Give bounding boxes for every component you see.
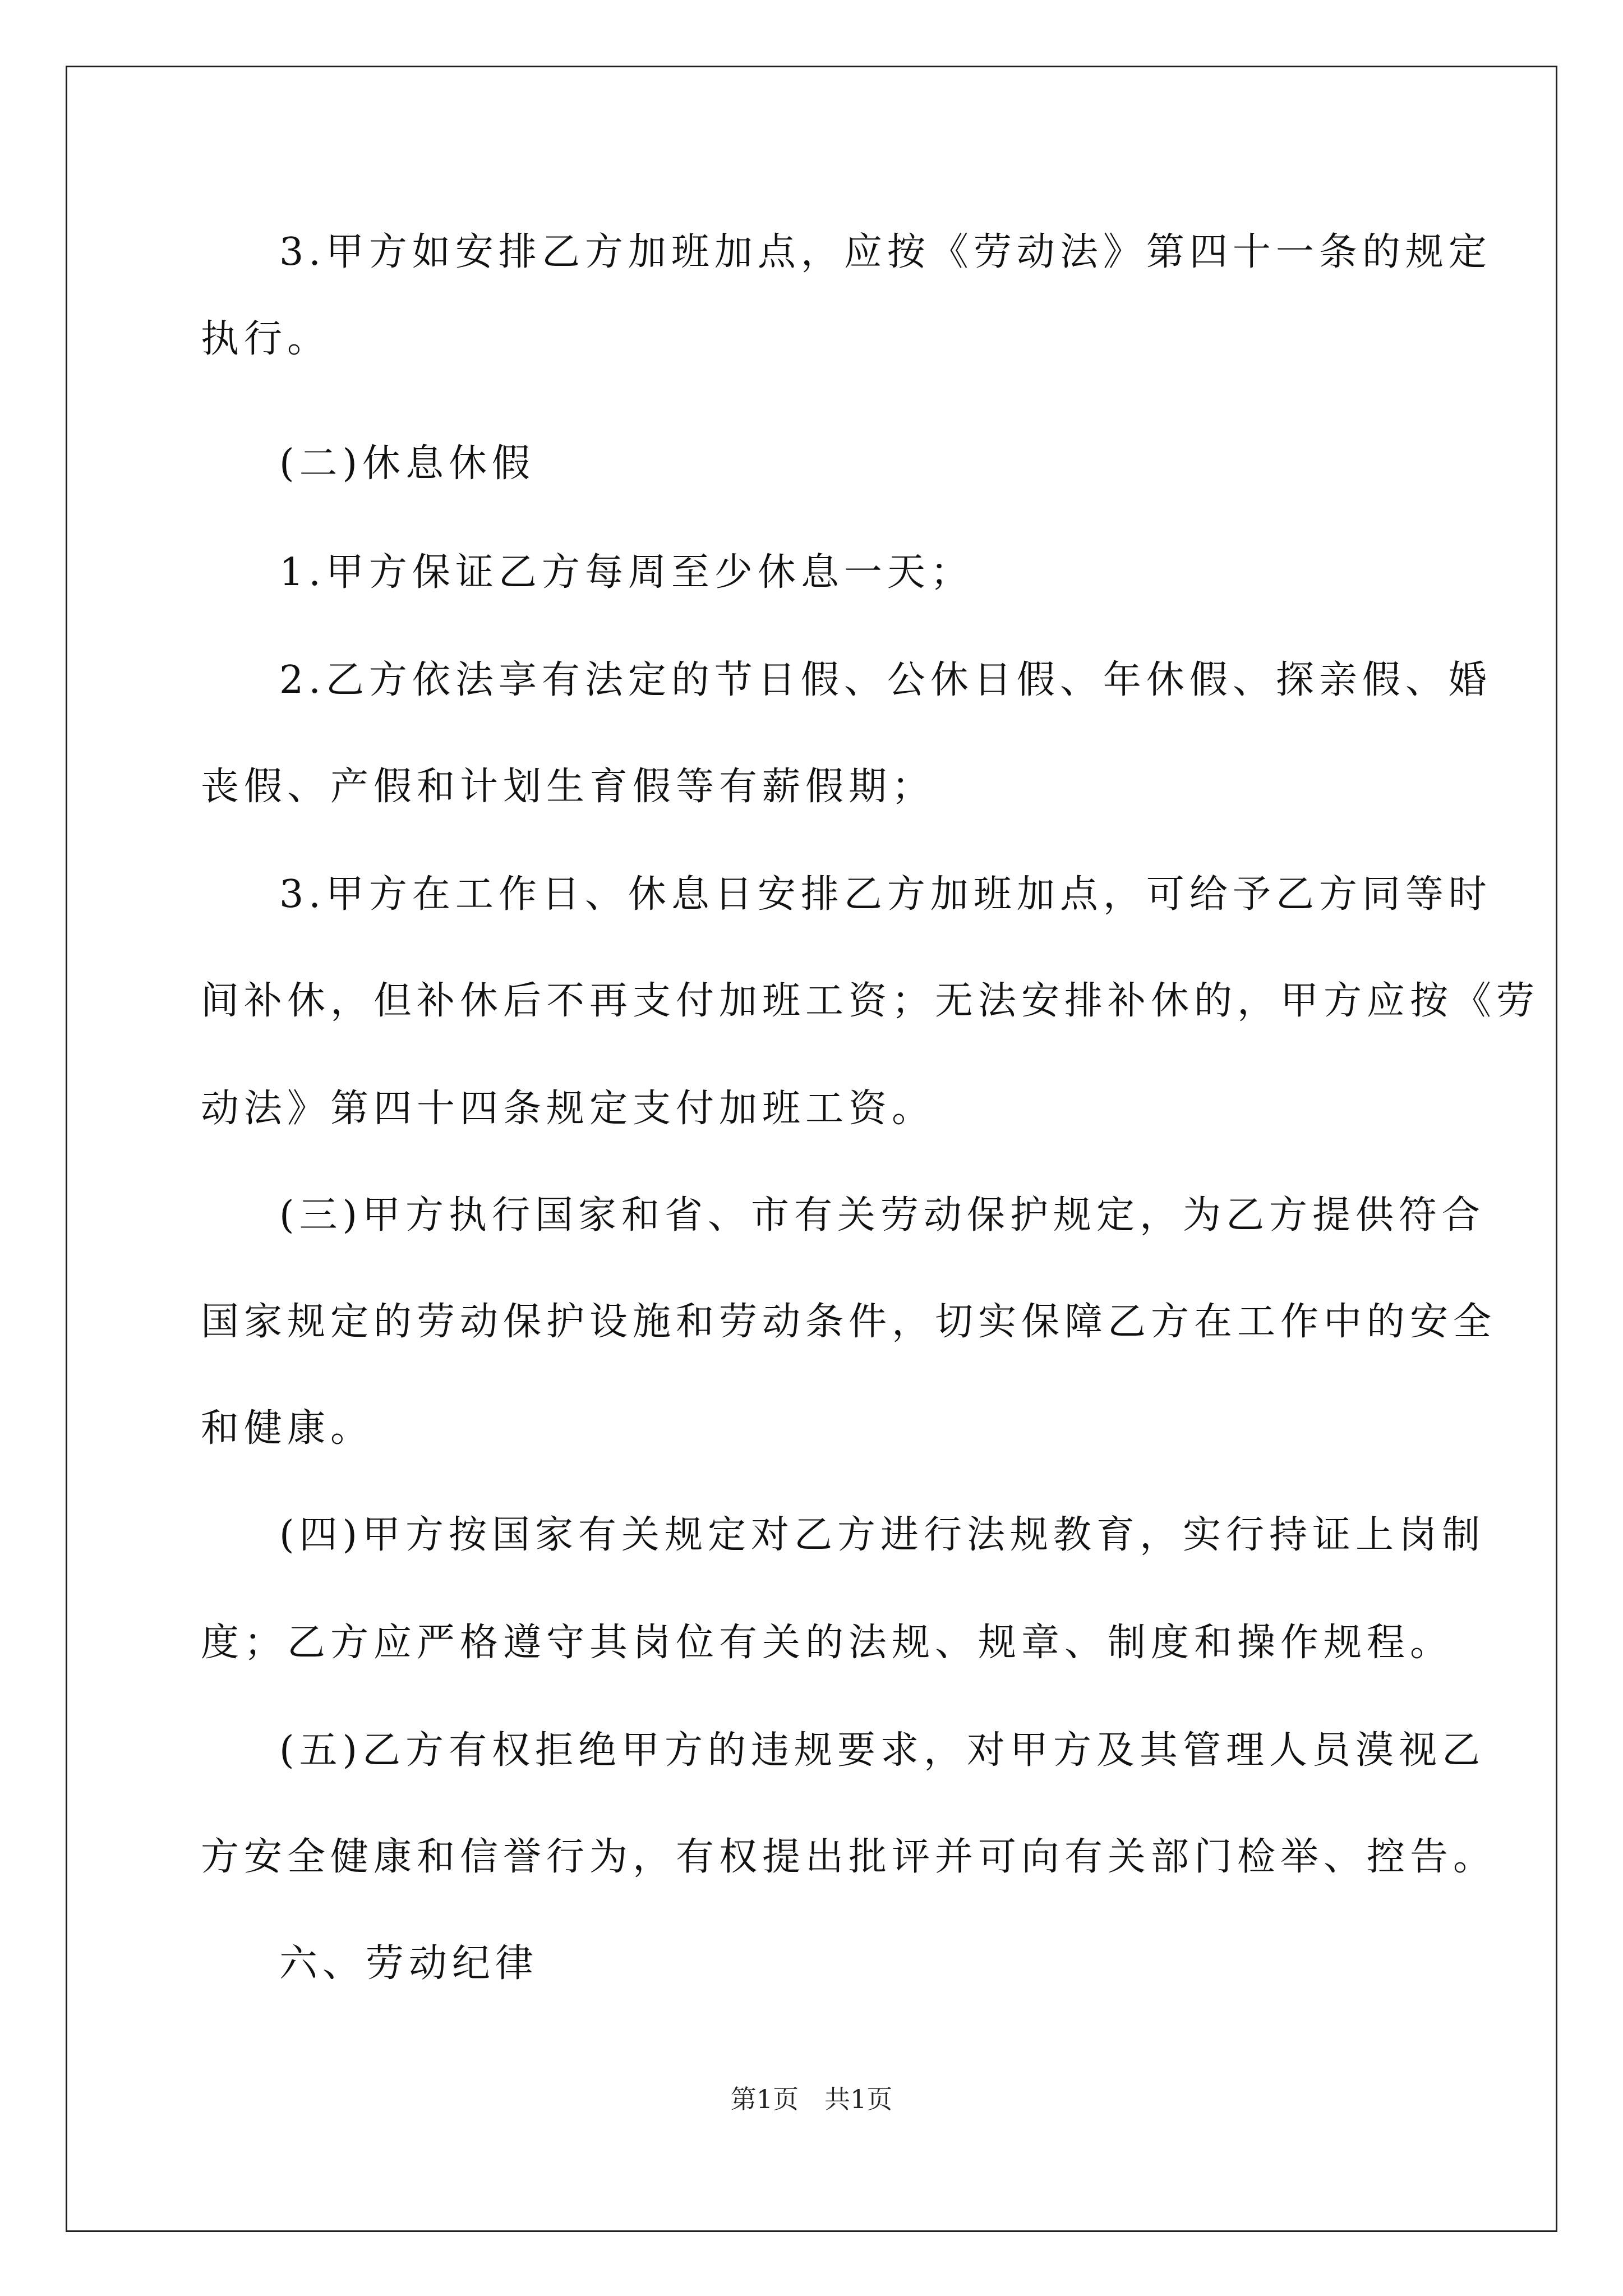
paragraph-line: 2.乙方依法享有法定的节日假、公休日假、年休假、探亲假、婚 bbox=[279, 658, 1492, 702]
section-heading: 六、劳动纪律 bbox=[279, 1941, 539, 1986]
paragraph-line: 度；乙方应严格遵守其岗位有关的法规、规章、制度和操作规程。 bbox=[201, 1621, 1454, 1665]
page-number: 第1页 共1页 bbox=[730, 2084, 893, 2114]
paragraph-line: 国家规定的劳动保护设施和劳动条件，切实保障乙方在工作中的安全 bbox=[201, 1300, 1497, 1344]
page-border bbox=[66, 66, 1557, 2232]
paragraph-line: 间补休，但补休后不再支付加班工资；无法安排补休的，甲方应按《劳 bbox=[201, 979, 1540, 1023]
paragraph-line: 丧假、产假和计划生育假等有薪假期； bbox=[201, 765, 935, 809]
paragraph-line: 3.甲方在工作日、休息日安排乙方加班加点，可给予乙方同等时 bbox=[279, 872, 1492, 917]
paragraph-line: 3.甲方如安排乙方加班加点，应按《劳动法》第四十一条的规定 bbox=[279, 230, 1492, 274]
section-heading: (二)休息休假 bbox=[279, 441, 536, 486]
paragraph-line: 动法》第四十四条规定支付加班工资。 bbox=[201, 1087, 935, 1131]
paragraph-line: 1.甲方保证乙方每周至少休息一天； bbox=[279, 550, 974, 595]
paragraph-line: (四)甲方按国家有关规定对乙方进行法规教育，实行持证上岗制 bbox=[279, 1513, 1486, 1557]
paragraph-line: 方安全健康和信誉行为，有权提出批评并可向有关部门检举、控告。 bbox=[201, 1835, 1497, 1879]
paragraph-line: (三)甲方执行国家和省、市有关劳动保护规定，为乙方提供符合 bbox=[279, 1193, 1486, 1237]
paragraph-line: 执行。 bbox=[201, 317, 331, 361]
paragraph-line: (五)乙方有权拒绝甲方的违规要求，对甲方及其管理人员漠视乙 bbox=[279, 1728, 1486, 1773]
paragraph-line: 和健康。 bbox=[201, 1406, 374, 1451]
